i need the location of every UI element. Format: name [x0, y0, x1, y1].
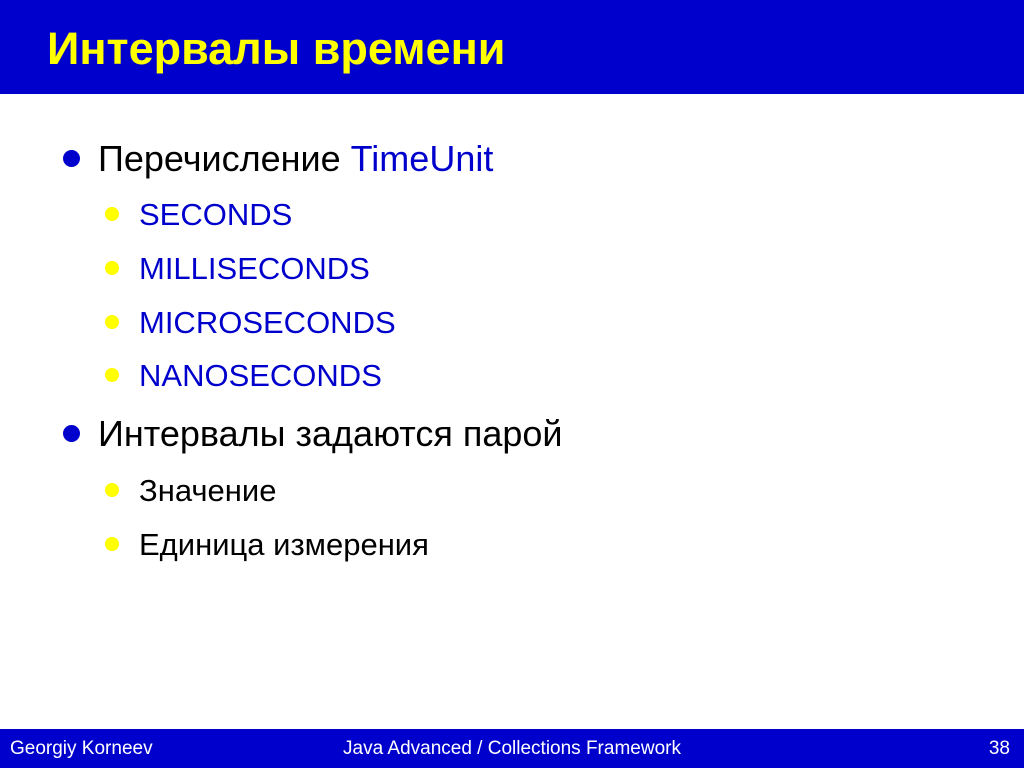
bullet-text: Интервалы задаются парой	[98, 413, 563, 454]
footer-bar	[0, 729, 1024, 768]
blue-bullet-icon	[63, 150, 80, 167]
footer-course: Java Advanced / Collections Framework	[343, 738, 681, 759]
footer-page-number: 38	[988, 738, 1010, 759]
yellow-bullet-icon	[105, 537, 119, 551]
yellow-bullet-icon	[105, 483, 119, 497]
sub-item-text: MICROSECONDS	[139, 305, 396, 340]
sub-item-milliseconds	[105, 250, 370, 288]
yellow-bullet-icon	[105, 368, 119, 382]
sub-item-nanoseconds	[105, 357, 382, 395]
sub-item-text: NANOSECONDS	[139, 358, 382, 393]
sub-item-microseconds	[105, 304, 396, 342]
yellow-bullet-icon	[105, 315, 119, 329]
keyword-timeunit: TimeUnit	[350, 138, 494, 179]
bullet-item-timeunit	[63, 137, 493, 181]
slide-title: Интервалы времени	[47, 23, 506, 74]
yellow-bullet-icon	[105, 261, 119, 275]
bullet-text: Перечисление	[98, 138, 351, 179]
sub-item-unit	[105, 526, 429, 564]
sub-item-text: SECONDS	[139, 197, 293, 232]
blue-bullet-icon	[63, 425, 80, 442]
sub-item-seconds	[105, 196, 292, 234]
footer-author: Georgiy Korneev	[10, 738, 153, 759]
sub-item-text: MILLISECONDS	[139, 251, 370, 286]
sub-item-value	[105, 472, 276, 510]
yellow-bullet-icon	[105, 207, 119, 221]
sub-item-text: Единица измерения	[139, 527, 429, 562]
sub-item-text: Значение	[139, 473, 277, 508]
bullet-item-intervals	[63, 412, 563, 456]
